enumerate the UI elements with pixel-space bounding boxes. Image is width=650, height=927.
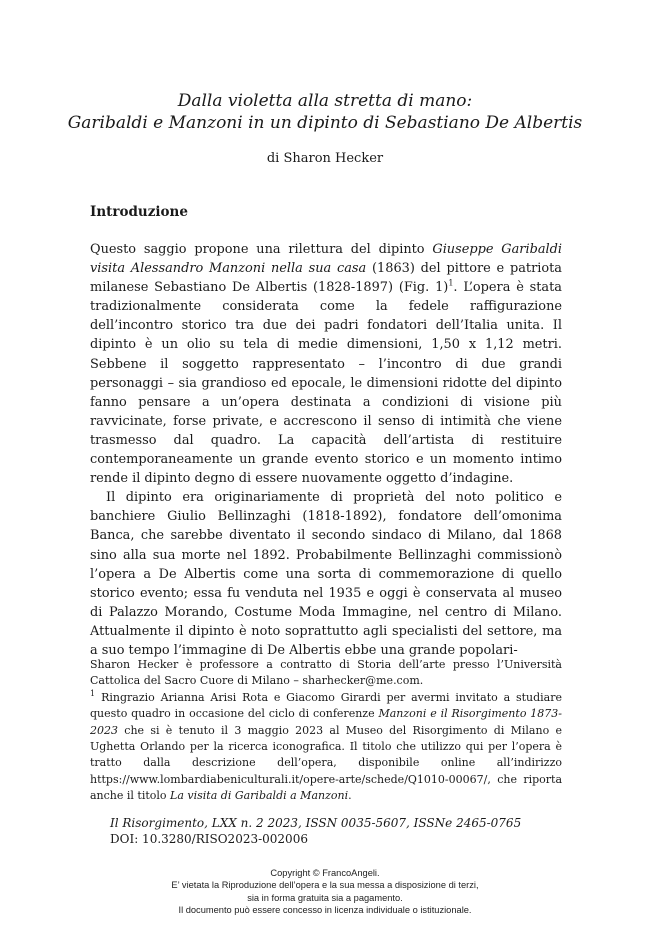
footnote-1-mark: 1 (90, 689, 96, 699)
article-author: di Sharon Hecker (266, 151, 384, 166)
article-title (40, 90, 610, 134)
footnote-ref-1[interactable]: 1 (448, 278, 454, 288)
footnote-1-text-b: che si è tenuto il 3 maggio 2023 al Museo del Risorgimento di Milano e Ughetta Orlando per la ricerca iconografica. Il titolo che utilizzo qui per l’opera è tratto dalla descrizione dell’opera, disponibile online all’indirizzo https://www.lombardiabeniculturali.it/opere-arte/schede/Q1010-00067/, che riporta anche il titolo (90, 723, 562, 803)
copyright-line-2: E’ vietata la Riproduzione dell’opera e la sua messa a disposizione di terzi, (171, 880, 479, 891)
article-title-line-1: Dalla violetta alla stretta di mano: (177, 91, 473, 111)
footnote-1 (90, 690, 562, 805)
paragraph-2: Il dipinto era originariamente di proprietà del noto politico e banchiere Giulio Bellinzaghi (1818-1892), fondatore dell’omonima Banca, che sarebbe diventato il secondo sindaco di Milano, dal 1868 sino alla sua morte nel 1892. Probabilmente Bellinzaghi commissionò l’opera a De Albertis come una sorta di commemorazione di quello storico evento; essa fu venduta nel 1935 e oggi è conservata al museo di Palazzo Morando, Costume Moda Immagine, nel centro di Milano. Attualmente il dipinto è noto soprattutto agli specialisti del settore, ma a suo tempo l’immagine di De Albertis ebbe una grande popolari- (90, 490, 562, 658)
paragraph-1 (90, 240, 562, 488)
author-note: Sharon Hecker è professore a contratto di Storia dell’arte presso l’Università Cattolica del Sacro Cuore di Milano – sharhecker@me.com. (90, 658, 562, 688)
article-title-line-2: Garibaldi e Manzoni in un dipinto di Sebastiano De Albertis (67, 113, 583, 133)
paragraph-1-text-c: . L’opera è stata tradizionalmente considerata come la fedele raffigurazione dell’incontro storico tra due dei padri fondatori dell’Italia unita. Il dipinto è un olio su tela di medie dimensioni, 1,50 x 1,12 metri. Sebbene il soggetto rappresentato – l’incontro di due grandi personaggi – sia grandioso ed epocale, le dimensioni ridotte del dipinto fanno pensare a un’opera destinata a condizioni di visione più ravvicinate, forse private, e accrescono il senso di intimità che viene trasmesso dal quadro. La capacità dell’artista di restituire contemporaneamente un grande evento storico e un momento intimo rende il dipinto degno di essere nuovamente oggetto d’indagine. (90, 280, 562, 487)
footnote-1-italic: Manzoni e il Risorgimento 1873-2023 (90, 707, 562, 737)
copyright-notice (40, 867, 610, 916)
footnotes (90, 657, 562, 805)
copyright-line-1: Copyright © FrancoAngeli. (270, 868, 380, 878)
footnote-1-italic-2: La visita di Garibaldi a Manzoni (170, 789, 349, 803)
section-heading: Introduzione (90, 204, 188, 220)
copyright-line-3: sia in forma gratuita sia a pagamento. (247, 892, 403, 903)
journal-doi: DOI: 10.3280/RISO2023-002006 (110, 832, 308, 846)
paragraph-1-text-a: Questo saggio propone una rilettura del dipinto (90, 242, 433, 257)
journal-citation: Il Risorgimento, LXX n. 2 2023, ISSN 0035-5607, ISSNe 2465-0765 (110, 816, 522, 830)
footnote-1-text-c: . (348, 789, 352, 803)
body-text (90, 240, 562, 660)
copyright-line-4: Il documento può essere concesso in licenza individuale o istituzionale. (178, 904, 472, 915)
footnote-1-text-a: Ringrazio Arianna Arisi Rota e Giacomo Girardi per avermi invitato a studiare questo quadro in occasione del ciclo di conferenze (90, 690, 562, 721)
journal-info (110, 815, 521, 847)
paragraph-1-text-b: (1863) del pittore e patriota milanese Sebastiano De Albertis (1828-1897) (Fig. 1) (90, 261, 562, 296)
painting-title: Giuseppe Garibaldi visita Alessandro Manzoni nella sua casa (90, 242, 563, 277)
